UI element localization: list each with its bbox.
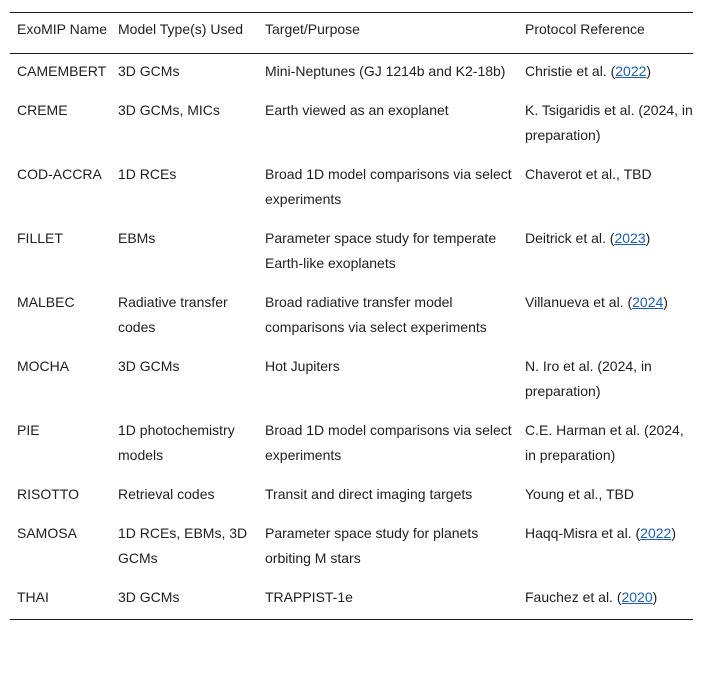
cell-model-types: 3D GCMs, MICs: [118, 102, 220, 118]
reference-text: Chaverot et al., TBD: [525, 166, 652, 182]
cell-exomip-name: RISOTTO: [17, 486, 79, 502]
cell-exomip-name: MALBEC: [17, 294, 75, 310]
header-exomip-name: ExoMIP Name: [17, 21, 107, 37]
cell-protocol-reference: [518, 477, 693, 516]
reference-text: Haqq-Misra et al. (: [525, 525, 641, 541]
cell-protocol-reference: [518, 221, 693, 285]
header-model-types: Model Type(s) Used: [118, 21, 244, 37]
reference-year-link[interactable]: 2022: [615, 63, 647, 79]
header-protocol-reference: Protocol Reference: [525, 21, 645, 37]
table-row: [10, 285, 693, 349]
reference-text: Fauchez et al. (: [525, 589, 622, 605]
cell-target-purpose: TRAPPIST-1e: [265, 589, 353, 605]
cell-protocol-reference: [518, 93, 693, 157]
reference-text: Young et al., TBD: [525, 486, 634, 502]
cell-exomip-name: PIE: [17, 422, 40, 438]
cell-exomip-name: THAI: [17, 589, 49, 605]
table-header: [10, 13, 693, 54]
table-row: [10, 93, 693, 157]
cell-exomip-name: CREME: [17, 102, 68, 118]
cell-target-purpose: Broad radiative transfer model comparisons via select experiments: [265, 294, 487, 335]
reference-closing-paren: ): [663, 294, 668, 310]
header-row: [10, 13, 693, 54]
table-row: [10, 54, 693, 94]
cell-model-types: Retrieval codes: [118, 486, 215, 502]
cell-model-types: Radiative transfer codes: [118, 294, 228, 335]
reference-year-link[interactable]: 2020: [621, 589, 653, 605]
reference-text: Christie et al. (: [525, 63, 616, 79]
table-row: [10, 157, 693, 221]
cell-protocol-reference: [518, 54, 693, 94]
cell-target-purpose: Broad 1D model comparisons via select experiments: [265, 166, 512, 207]
cell-target-purpose: Earth viewed as an exoplanet: [265, 102, 449, 118]
cell-model-types: 1D RCEs: [118, 166, 177, 182]
cell-target-purpose: Hot Jupiters: [265, 358, 340, 374]
cell-target-purpose: Parameter space study for temperate Earth-like exoplanets: [265, 230, 497, 271]
cell-protocol-reference: [518, 516, 693, 580]
reference-closing-paren: ): [652, 589, 658, 605]
cell-exomip-name: SAMOSA: [17, 525, 77, 541]
table-row: [10, 516, 693, 580]
cell-target-purpose: Transit and direct imaging targets: [265, 486, 473, 502]
cell-exomip-name: MOCHA: [17, 358, 70, 374]
cell-protocol-reference: [518, 157, 693, 221]
cell-target-purpose: Parameter space study for planets orbiting M stars: [265, 525, 479, 566]
reference-closing-paren: ): [645, 230, 651, 246]
cell-model-types: 3D GCMs: [118, 63, 180, 79]
reference-text: K. Tsigaridis et al. (2024, in preparation): [525, 102, 693, 143]
cell-exomip-name: CAMEMBERT: [17, 63, 107, 79]
cell-model-types: 3D GCMs: [118, 358, 180, 374]
table-row: [10, 349, 693, 413]
cell-target-purpose: Mini-Neptunes (GJ 1214b and K2-18b): [265, 63, 506, 79]
reference-closing-paren: ): [671, 525, 676, 541]
reference-year-link[interactable]: 2022: [640, 525, 672, 541]
cell-model-types: 3D GCMs: [118, 589, 180, 605]
cell-target-purpose: Broad 1D model comparisons via select experiments: [265, 422, 512, 463]
cell-model-types: 1D RCEs, EBMs, 3D GCMs: [118, 525, 248, 566]
reference-text: N. Iro et al. (2024, in preparation): [525, 358, 652, 399]
exomip-table-container: [10, 12, 693, 620]
table-row: [10, 580, 693, 620]
cell-protocol-reference: [518, 285, 693, 349]
cell-model-types: EBMs: [118, 230, 156, 246]
reference-closing-paren: ): [646, 63, 652, 79]
header-target-purpose: Target/Purpose: [265, 21, 360, 37]
cell-protocol-reference: [518, 349, 693, 413]
cell-exomip-name: COD-ACCRA: [17, 166, 102, 182]
reference-text: Deitrick et al. (: [525, 230, 615, 246]
table-row: [10, 221, 693, 285]
table-row: [10, 477, 693, 516]
table-body: [10, 54, 693, 620]
exomip-table: [10, 12, 693, 620]
cell-exomip-name: FILLET: [17, 230, 63, 246]
reference-year-link[interactable]: 2024: [632, 294, 664, 310]
table-row: [10, 413, 693, 477]
cell-protocol-reference: [518, 580, 693, 620]
cell-model-types: 1D photochemistry models: [118, 422, 235, 463]
reference-text: C.E. Harman et al. (2024, in preparation): [525, 422, 684, 463]
reference-text: Villanueva et al. (: [525, 294, 633, 310]
cell-protocol-reference: [518, 413, 693, 477]
reference-year-link[interactable]: 2023: [614, 230, 646, 246]
